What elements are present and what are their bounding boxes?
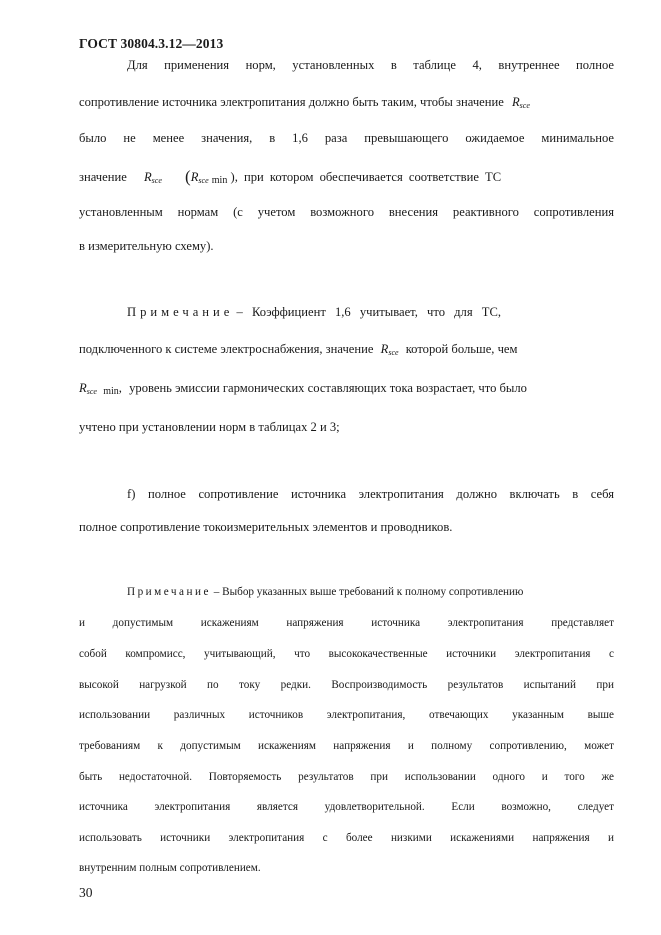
paragraph-text: сопротивление источника электропитания должно быть таким, чтобы значение bbox=[79, 95, 504, 109]
list-item-line: f) полное сопротивление источника электропитания должно включать в себя bbox=[127, 487, 614, 501]
note-line: быть недостаточной. Повторяемость результатов при использовании одного и того же bbox=[79, 771, 614, 783]
note-line bbox=[79, 381, 614, 397]
page-header: ГОСТ 30804.3.12—2013 bbox=[79, 36, 224, 51]
note-line bbox=[127, 305, 614, 320]
note-line bbox=[79, 342, 614, 357]
note-text: которой больше, чем bbox=[405, 342, 518, 356]
symbol-r-sce-min: ($R_{sce}$ min bbox=[185, 167, 228, 186]
paragraph-text: значение bbox=[79, 170, 127, 184]
symbol-r-sce: $R_{sce}$ bbox=[143, 170, 162, 185]
paragraph-text: ), при котором обеспечивается соответствие ТС bbox=[230, 170, 502, 184]
note-label: Примечание bbox=[127, 305, 234, 319]
paragraph-line: Для применения норм, установленных в таблице 4, внутреннее полное bbox=[127, 58, 614, 72]
symbol-r-sce: $R_{sce}$ bbox=[511, 95, 530, 110]
paragraph-line bbox=[79, 95, 614, 110]
symbol-r-sce-min: $R_{sce}$ min, bbox=[79, 381, 122, 397]
note-line: внутренним полным сопротивлением. bbox=[79, 862, 261, 874]
symbol-r-sce: $R_{sce}$ bbox=[380, 342, 399, 357]
note-line: источника электропитания является удовлетворительной. Если возможно, следует bbox=[79, 801, 614, 813]
note-line: собой компромисс, учитывающий, что высококачественные источники электропитания с bbox=[79, 648, 614, 660]
note-text: уровень эмиссии гармонических составляющих тока возрастает, что было bbox=[129, 381, 527, 395]
paragraph-line: было не менее значения, в 1,6 раза превышающего ожидаемое минимальное bbox=[79, 131, 614, 145]
page-number: 30 bbox=[79, 885, 93, 900]
paragraph-line: в измерительную схему). bbox=[79, 239, 214, 253]
note-line: и допустимым искажениям напряжения источника электропитания представляет bbox=[79, 617, 614, 629]
note-line: учтено при установлении норм в таблицах 2 и 3; bbox=[79, 420, 340, 434]
paragraph-line bbox=[79, 167, 614, 187]
paragraph-line: установленным нормам (с учетом возможного внесения реактивного сопротивления bbox=[79, 205, 614, 219]
note-text: подключенного к системе электроснабжения, значение bbox=[79, 342, 374, 356]
note-line: высокой нагрузкой по току редки. Воспроизводимость результатов испытаний при bbox=[79, 679, 614, 691]
note-line bbox=[127, 586, 614, 598]
note-label: Примечание bbox=[127, 586, 211, 598]
note-line: использовании различных источников электропитания, отвечающих указанным выше bbox=[79, 709, 614, 721]
note-line: использовать источники электропитания с более низкими искажениями напряжения и bbox=[79, 832, 614, 844]
list-item-line: полное сопротивление токоизмерительных элементов и проводников. bbox=[79, 520, 453, 534]
note-text: – Выбор указанных выше требований к полному сопротивлению bbox=[213, 586, 524, 598]
note-text: – Коэффициент 1,6 учитывает, что для ТС, bbox=[236, 305, 502, 319]
note-line: требованиям к допустимым искажениям напряжения и полному сопротивлению, может bbox=[79, 740, 614, 752]
